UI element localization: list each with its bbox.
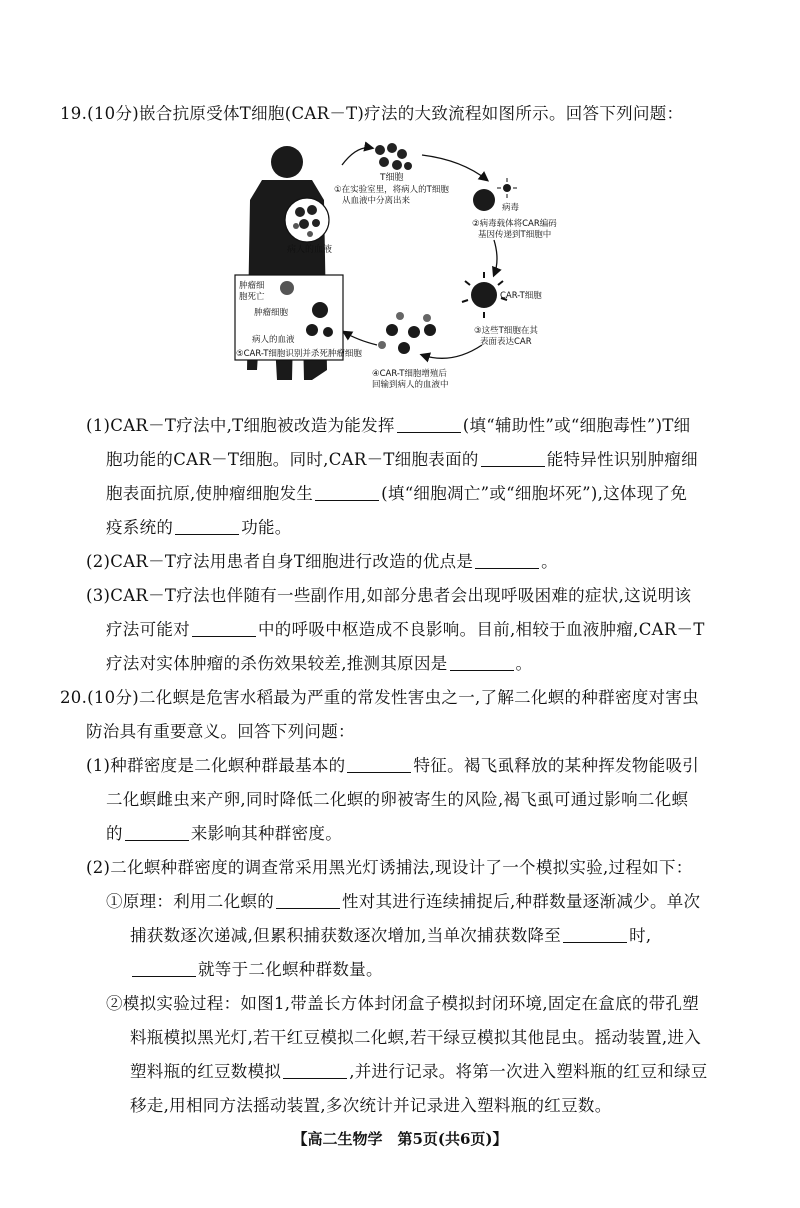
t-cells-icon <box>375 143 412 170</box>
label-step3b: 表面表达CAR <box>480 337 532 347</box>
car-t-cluster-icon <box>378 312 436 354</box>
label-tumor-death-a: 肿瘤细 <box>239 281 265 291</box>
label-virus: 病毒 <box>502 203 520 213</box>
q20-c1-l3: 就等于二化螟种群数量。 <box>130 956 383 980</box>
q20-c2-l1: ②模拟实验过程：如图1,带盖长方体封闭盒子模拟封闭环境,固定在盒底的带孔塑 <box>106 994 700 1013</box>
label-patient-blood: 病人的血液 <box>287 245 333 255</box>
q20-c2-l2: 料瓶模拟黑光灯,若干红豆模拟二化螟,若干绿豆模拟其他昆虫。摇动装置,进入 <box>130 1028 702 1047</box>
blood-circle <box>285 198 329 242</box>
label-tumor-cell: 肿瘤细胞 <box>254 308 289 318</box>
label-car-t: CAR-T细胞 <box>500 291 542 301</box>
label-tumor-death-b: 胞死亡 <box>239 292 265 302</box>
q20-p1-l1: (1)种群密度是二化螟种群最基本的 特征。褐飞虱释放的某种挥发物能吸引 <box>86 756 700 775</box>
label-step5: ⑤CAR-T细胞识别并杀死肿瘤细胞 <box>236 349 362 359</box>
q20-p2-l1: (2)二化螟种群密度的调查常采用黑光灯诱捕法,现设计了一个模拟实验,过程如下： <box>86 858 693 877</box>
label-step2b: 基因传递到T细胞中 <box>478 230 552 240</box>
q19-p3-l2: 疗法可能对 中的呼吸中枢造成不良影响。目前,相较于血液肿瘤,CAR－T <box>106 620 705 639</box>
q20-c1-l1: ①原理：利用二化螟的 性对其进行连续捕捉后,种群数量逐渐减少。单次 <box>106 892 701 911</box>
q19-p1-l3: 胞表面抗原,使肿瘤细胞发生 (填“细胞凋亡”或“细胞坏死”),这体现了免 <box>106 484 688 503</box>
label-patient-blood-2: 病人的血液 <box>252 335 295 345</box>
q19-p2: (2)CAR－T疗法用患者自身T细胞进行改造的优点是 。 <box>86 552 558 571</box>
q19-p1-l1: (1)CAR－T疗法中,T细胞被改造为能发挥 (填“辅助性”或“细胞毒性”)T细 <box>86 416 691 435</box>
label-step3a: ③这些T细胞在其 <box>474 326 538 336</box>
q20-p1-l3: 的 来影响其种群密度。 <box>106 824 343 843</box>
q20-l1: 20.(10分)二化螟是危害水稻最为严重的常发性害虫之一,了解二化螟的种群密度对害虫 <box>60 688 699 707</box>
q19-title: 19.(10分)嵌合抗原受体T细胞(CAR－T)疗法的大致流程如图所示。回答下列问题： <box>60 104 684 123</box>
label-step4b: 回输到病人的血液中 <box>372 380 449 390</box>
label-step1a: ①在实验室里，将病人的T细胞 <box>334 185 449 195</box>
page-footer: 【高二生物学 第5页(共6页)】 <box>292 1130 508 1148</box>
q19-p3-l3: 疗法对实体肿瘤的杀伤效果较差,推测其原因是 。 <box>106 654 533 673</box>
label-step1b: 从血液中分离出来 <box>342 196 411 206</box>
q20-p1-l2: 二化螟雌虫来产卵,同时降低二化螟的卵被寄生的风险,褐飞虱可通过影响二化螟 <box>106 790 689 809</box>
label-step2a: ②病毒载体将CAR编码 <box>472 219 557 229</box>
label-t-cell: T细胞 <box>380 173 404 183</box>
q19-p1-l2: 胞功能的CAR－T细胞。同时,CAR－T细胞表面的 能特异性识别肿瘤细 <box>106 450 698 469</box>
q20-l2: 防治具有重要意义。回答下列问题： <box>86 722 355 741</box>
car-t-flow-diagram <box>232 140 562 390</box>
label-step4a: ④CAR-T细胞增殖后 <box>372 369 447 379</box>
q20-c1-l2: 捕获数逐次递减,但累积捕获数逐次增加,当单次捕获数降至 时, <box>130 926 652 945</box>
q20-c2-l4: 移走,用相同方法摇动装置,多次统计并记录进入塑料瓶的红豆数。 <box>130 1096 612 1115</box>
q19-p3-l1: (3)CAR－T疗法也伴随有一些副作用,如部分患者会出现呼吸困难的症状,这说明该 <box>86 586 692 605</box>
q19-p1-l4: 疫系统的 功能。 <box>106 518 292 537</box>
q20-c2-l3: 塑料瓶的红豆数模拟 ,并进行记录。将第一次进入塑料瓶的红豆和绿豆 <box>130 1062 708 1081</box>
